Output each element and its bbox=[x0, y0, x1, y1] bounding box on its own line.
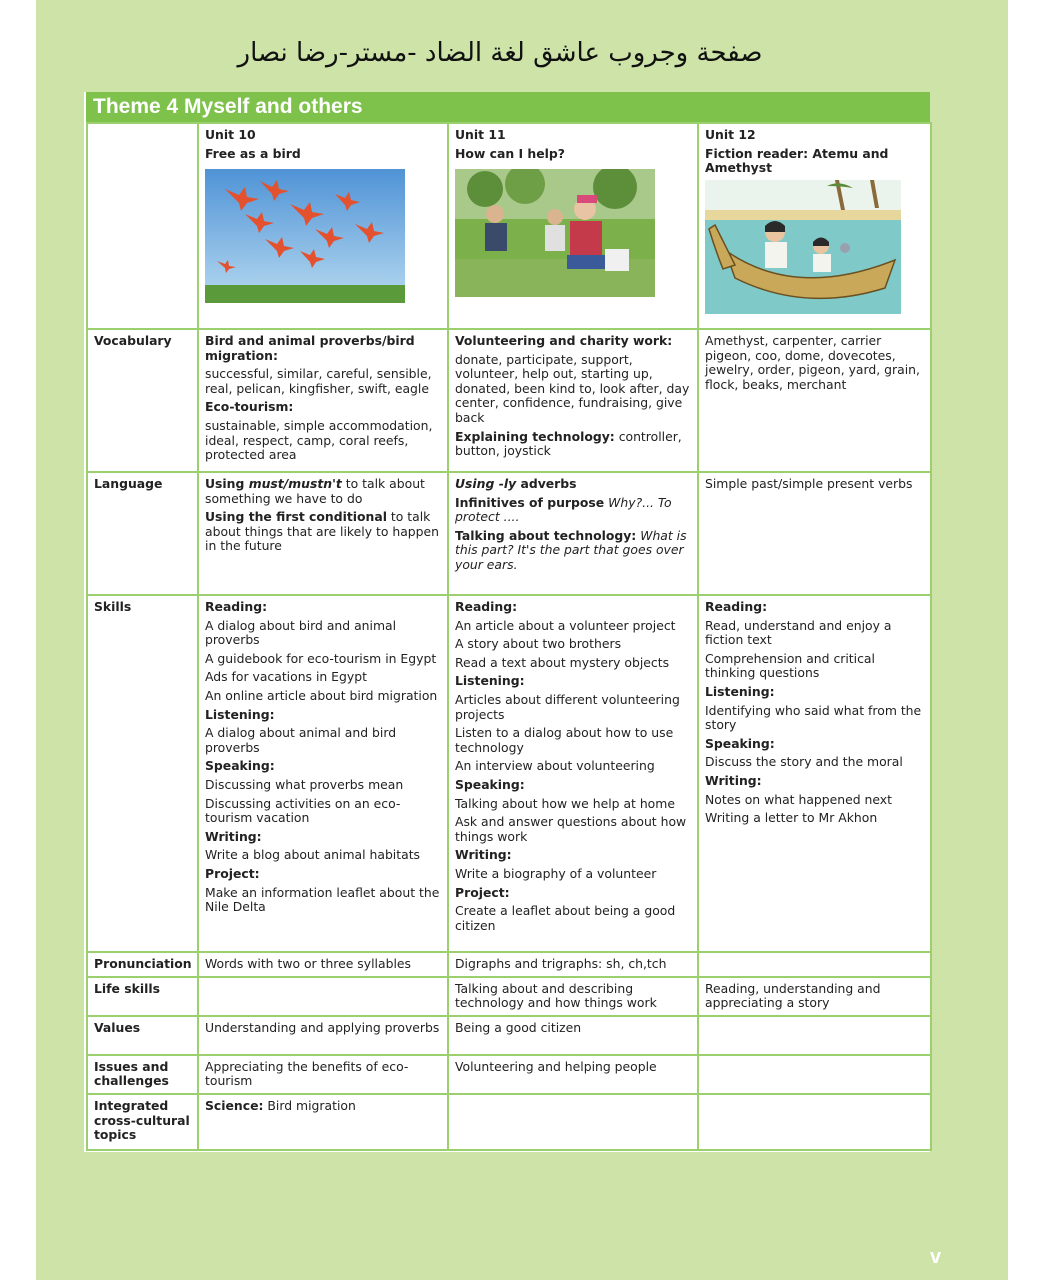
page-number: v bbox=[930, 1246, 942, 1268]
units-header-row bbox=[87, 123, 931, 329]
unit-number: Unit 11 bbox=[455, 127, 506, 142]
language-unit12 bbox=[698, 472, 931, 595]
skill-item: Make an information leaflet about the Nile Delta bbox=[205, 884, 440, 915]
life-skills-unit10 bbox=[198, 977, 448, 1016]
row-label-life-skills: Life skills bbox=[87, 977, 198, 1016]
pronunciation-unit11: Digraphs and trigraphs: sh, ch,tch bbox=[448, 952, 698, 977]
skill-item: Ask and answer questions about how things work bbox=[455, 814, 687, 844]
skill-heading: Reading: bbox=[205, 599, 268, 614]
pronunciation-row bbox=[87, 952, 931, 977]
boat-story-illustration bbox=[705, 180, 901, 314]
skills-unit10 bbox=[198, 595, 448, 952]
skill-item: Writing a letter to Mr Akhon bbox=[705, 810, 878, 826]
language-point bbox=[455, 529, 691, 573]
volunteers-image bbox=[455, 169, 655, 303]
skill-heading: Reading: bbox=[705, 599, 768, 614]
arabic-header: صفحة وجروب عاشق لغة الضاد -مستر-رضا نصار bbox=[237, 38, 763, 68]
skill-item: Read a text about mystery objects bbox=[455, 654, 670, 670]
values-unit12 bbox=[698, 1016, 931, 1055]
unit-10-header bbox=[198, 123, 448, 329]
skill-item: Discussing what proverbs mean bbox=[205, 776, 404, 792]
language-unit11 bbox=[448, 472, 698, 595]
vocab-heading: Bird and animal proverbs/bird migration: bbox=[205, 333, 415, 363]
issues-unit12 bbox=[698, 1055, 931, 1094]
unit-title: Fiction reader: Atemu and Amethyst bbox=[705, 145, 889, 176]
skill-item: Read, understand and enjoy a fiction text bbox=[705, 617, 892, 648]
vocab-words: sustainable, simple accommodation, ideal, respect, camp, coral reefs, protected area bbox=[205, 417, 433, 463]
unit-number: Unit 12 bbox=[705, 127, 756, 142]
vocabulary-row bbox=[87, 329, 931, 472]
unit-title: Free as a bird bbox=[205, 145, 301, 161]
skill-item: A story about two brothers bbox=[455, 636, 622, 652]
skill-heading: Writing: bbox=[205, 828, 262, 844]
language-text: Infinitives of purpose bbox=[455, 494, 605, 510]
values-row bbox=[87, 1016, 931, 1055]
values-unit10: Understanding and applying proverbs bbox=[198, 1016, 448, 1055]
row-label-skills: Skills bbox=[87, 595, 198, 952]
issues-unit11: Volunteering and helping people bbox=[448, 1055, 698, 1094]
language-text: Using bbox=[205, 476, 249, 491]
skills-unit11 bbox=[448, 595, 698, 952]
skill-item: Create a leaflet about being a good citizen bbox=[455, 903, 676, 933]
skills-unit12 bbox=[698, 595, 931, 952]
vocab-heading: Eco-tourism: bbox=[205, 399, 294, 415]
vocab-words: donate, participate, support, volunteer, help out, starting up, donated, been kind to, look after, day center, confidence, fundraising, give back bbox=[455, 351, 690, 425]
skill-item: Notes on what happened next bbox=[705, 791, 893, 807]
life-skills-unit11: Talking about and describing technology and how things work bbox=[448, 977, 698, 1016]
unit-title: How can I help? bbox=[455, 145, 565, 161]
integrated-unit12 bbox=[698, 1094, 931, 1150]
vocab-words: successful, similar, careful, sensible, real, pelican, kingfisher, swift, eagle bbox=[205, 366, 432, 396]
skill-item: Identifying who said what from the story bbox=[705, 702, 922, 733]
skill-heading: Project: bbox=[205, 865, 260, 881]
integrated-subject: Science: bbox=[205, 1097, 264, 1113]
integrated-unit10 bbox=[198, 1094, 448, 1150]
row-label-issues: Issues and challenges bbox=[87, 1055, 198, 1094]
skill-item: Write a biography of a volunteer bbox=[455, 865, 657, 881]
language-text: Why?... To protect .... bbox=[455, 494, 672, 525]
row-label-language: Language bbox=[87, 472, 198, 595]
issues-row bbox=[87, 1055, 931, 1094]
skill-item: A guidebook for eco-tourism in Egypt bbox=[205, 650, 437, 666]
skill-heading: Listening: bbox=[455, 673, 525, 689]
empty-corner-cell bbox=[87, 123, 198, 329]
skill-item: Talking about how we help at home bbox=[455, 795, 675, 811]
vocab-line bbox=[455, 430, 691, 459]
vocab-words: controller, button, joystick bbox=[455, 428, 682, 459]
language-text: What is this part? It's the part that goes over your ears. bbox=[455, 527, 687, 572]
skill-heading: Listening: bbox=[205, 706, 275, 722]
pronunciation-unit12 bbox=[698, 952, 931, 977]
vocabulary-unit10 bbox=[198, 329, 448, 472]
skill-heading: Speaking: bbox=[455, 776, 525, 792]
skill-item: A dialog about bird and animal proverbs bbox=[205, 617, 397, 648]
language-text: Using the first conditional bbox=[205, 509, 387, 525]
language-point bbox=[455, 496, 691, 525]
vocab-heading: Explaining technology: bbox=[455, 428, 615, 444]
skill-item: Articles about different volunteering projects bbox=[455, 691, 680, 722]
unit-number: Unit 10 bbox=[205, 127, 256, 142]
language-text: to talk about things that are likely to happen in the future bbox=[205, 509, 440, 554]
skill-item: Ads for vacations in Egypt bbox=[205, 669, 367, 685]
issues-unit10: Appreciating the benefits of eco-tourism bbox=[198, 1055, 448, 1094]
birds-flying-image bbox=[205, 169, 405, 303]
skill-heading: Reading: bbox=[455, 599, 518, 614]
language-row bbox=[87, 472, 931, 595]
skill-item: Discuss the story and the moral bbox=[705, 754, 903, 770]
theme-title-bar: Theme 4 Myself and others bbox=[86, 92, 930, 122]
integrated-unit11 bbox=[448, 1094, 698, 1150]
row-label-values: Values bbox=[87, 1016, 198, 1055]
language-text: Using -ly bbox=[455, 476, 517, 491]
vocabulary-unit12 bbox=[698, 329, 931, 472]
syllabus-table bbox=[86, 122, 932, 1151]
skill-heading: Project: bbox=[455, 884, 510, 900]
skill-item: An article about a volunteer project bbox=[455, 617, 676, 633]
language-point bbox=[205, 477, 441, 506]
language-text: to talk about something we have to do bbox=[205, 476, 425, 506]
skill-item: Discussing activities on an eco-tourism vacation bbox=[205, 795, 401, 826]
language-unit10 bbox=[198, 472, 448, 595]
skills-row bbox=[87, 595, 931, 952]
skill-item: Comprehension and critical thinking questions bbox=[705, 650, 875, 681]
skill-item: An interview about volunteering bbox=[455, 758, 655, 774]
language-point bbox=[205, 510, 441, 554]
language-text: Talking about technology: bbox=[455, 527, 637, 543]
skill-heading: Speaking: bbox=[705, 735, 775, 751]
language-text: Simple past/simple present verbs bbox=[705, 476, 913, 491]
life-skills-unit12: Reading, understanding and appreciating a story bbox=[698, 977, 931, 1016]
unit-12-header bbox=[698, 123, 931, 329]
skill-heading: Listening: bbox=[705, 683, 775, 699]
vocab-words: Amethyst, carpenter, carrier pigeon, coo, dome, dovecotes, jewelry, order, pigeon, yard, grain, flock, beaks, merchant bbox=[705, 333, 920, 392]
vocabulary-unit11 bbox=[448, 329, 698, 472]
row-label-pronunciation: Pronunciation bbox=[87, 952, 198, 977]
language-text: adverbs bbox=[516, 476, 577, 491]
skill-item: An online article about bird migration bbox=[205, 687, 438, 703]
skill-heading: Writing: bbox=[705, 772, 762, 788]
values-unit11: Being a good citizen bbox=[448, 1016, 698, 1055]
skill-item: A dialog about animal and bird proverbs bbox=[205, 725, 397, 755]
skill-heading: Writing: bbox=[455, 847, 512, 863]
skill-item: Write a blog about animal habitats bbox=[205, 847, 421, 863]
language-point bbox=[455, 477, 691, 492]
unit-11-header bbox=[448, 123, 698, 329]
life-skills-row bbox=[87, 977, 931, 1016]
integrated-topic: Bird migration bbox=[263, 1097, 356, 1113]
pronunciation-unit10: Words with two or three syllables bbox=[198, 952, 448, 977]
row-label-vocabulary: Vocabulary bbox=[87, 329, 198, 472]
vocab-heading: Volunteering and charity work: bbox=[455, 333, 673, 348]
skill-item: Listen to a dialog about how to use technology bbox=[455, 725, 674, 755]
row-label-integrated: Integrated cross-cultural topics bbox=[87, 1094, 198, 1150]
skill-heading: Speaking: bbox=[205, 758, 275, 774]
integrated-row bbox=[87, 1094, 931, 1150]
language-text: must/mustn't bbox=[248, 476, 342, 491]
